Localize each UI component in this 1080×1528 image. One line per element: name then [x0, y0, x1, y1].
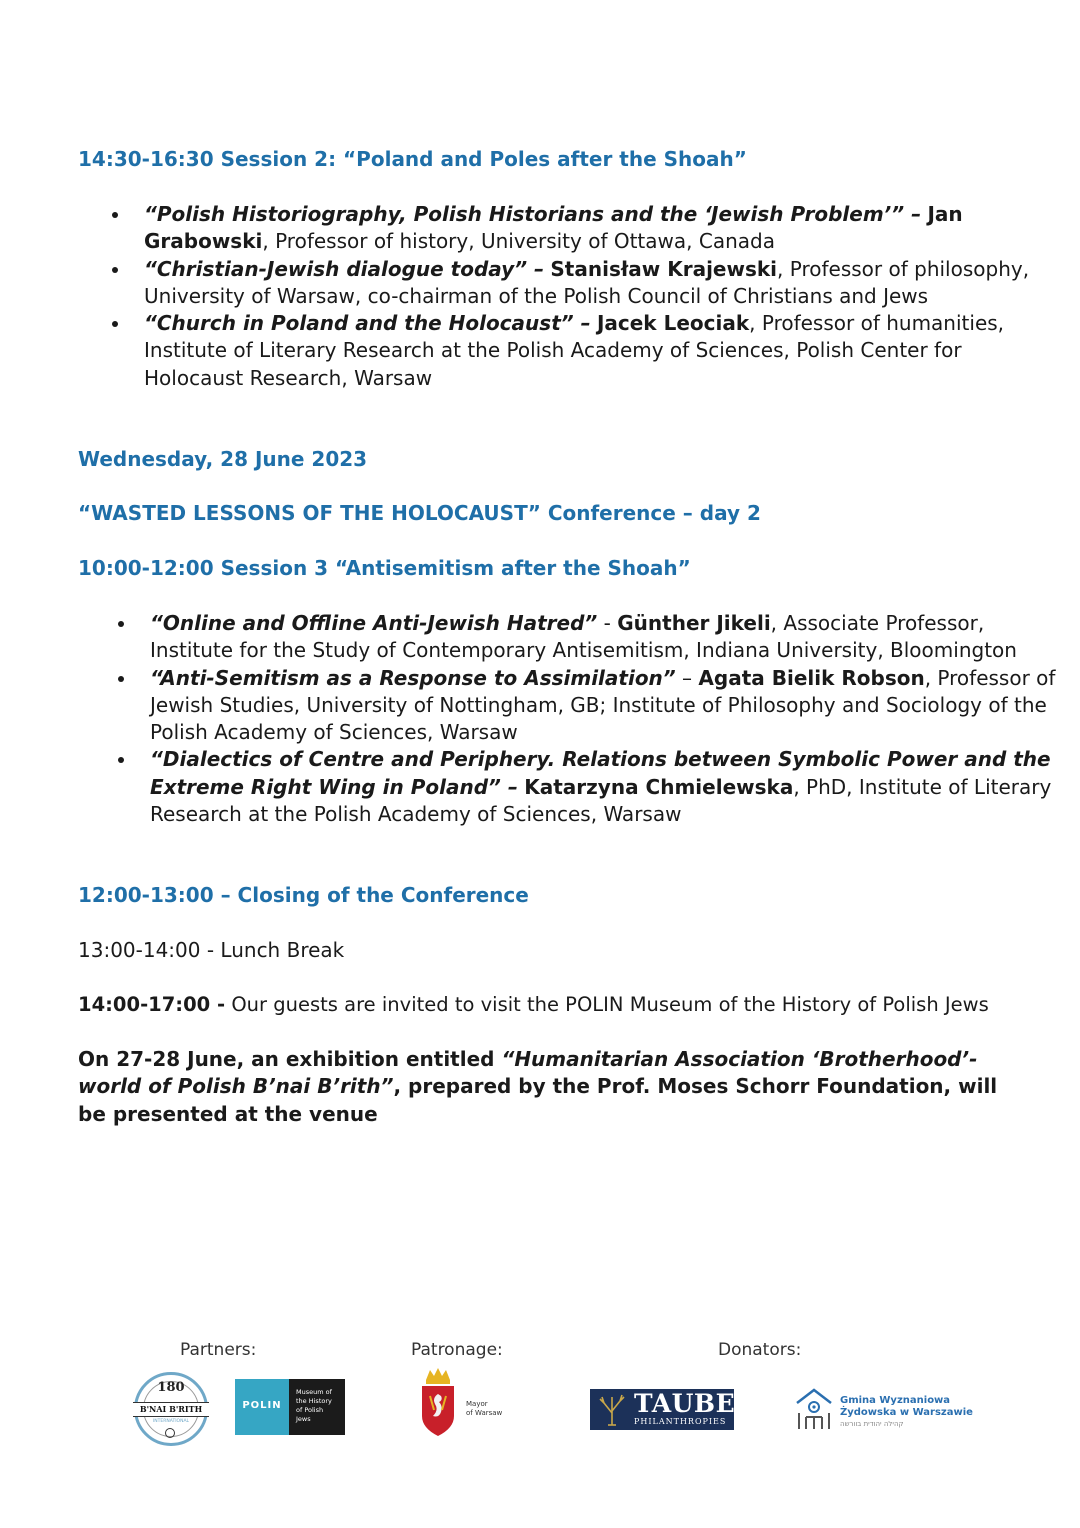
- speaker-name: Stanisław Krajewski: [550, 256, 778, 281]
- talk-title: “Christian-Jewish dialogue today” –: [144, 256, 545, 281]
- closing-heading: 12:00-13:00 – Closing of the Conference: [78, 883, 529, 907]
- speaker-name: Katarzyna Chmielewska: [524, 774, 794, 799]
- session-3-heading: 10:00-12:00 Session 3 “Antisemitism after the Shoah”: [78, 556, 691, 580]
- talk-title: “Online and Offline Anti-Jewish Hatred”: [150, 611, 598, 635]
- lunch-break: 13:00-14:00 - Lunch Break: [78, 938, 345, 962]
- speaker-affiliation: , Professor of Jewish Studies, University of Nottingham, GB; Institute of Philosophy and Sociology of the Polish Academy of Sciences, Warsaw: [150, 665, 1056, 745]
- bnai-brith-number: 180: [157, 1380, 185, 1395]
- tree-icon: [596, 1393, 628, 1426]
- exhibition-title: “Humanitarian Association ‘Brotherhood’- world of Polish B’nai B’rith”: [78, 1047, 978, 1099]
- bnai-brith-name: B'NAI B'RITH: [133, 1402, 209, 1417]
- polin-text-line: Jews: [296, 1415, 311, 1423]
- speaker-affiliation: , PhD, Institute of Literary Research at the Polish Academy of Sciences, Warsaw: [150, 774, 1052, 827]
- patronage-label: Patronage:: [411, 1340, 503, 1360]
- mayor-text-line: Mayor: [466, 1400, 488, 1408]
- warsaw-coat-of-arms-icon: [418, 1366, 458, 1438]
- gmina-line-3: קהילה יהודית בוורשה: [840, 1420, 904, 1428]
- day-2-date: Wednesday, 28 June 2023: [78, 447, 368, 471]
- taube-name: TAUBE: [634, 1389, 736, 1418]
- museum-visit-text: Our guests are invited to visit the POLIN Museum of the History of Polish Jews: [225, 993, 989, 1016]
- list-item: [150, 610, 1065, 665]
- speaker-name: Jacek Leociak: [596, 311, 750, 336]
- polin-mark: POLIN: [242, 1400, 282, 1411]
- donators-label: Donators:: [718, 1340, 802, 1360]
- exhibition-details: , prepared by the Prof. Moses Schorr Foundation, will be presented at the venue: [78, 1074, 998, 1126]
- separator: –: [675, 665, 699, 690]
- list-item: [144, 201, 1064, 256]
- list-item: [150, 665, 1065, 747]
- polin-text-line: Museum of: [296, 1388, 332, 1396]
- speaker-affiliation: , Associate Professor, Institute for the Study of Contemporary Antisemitism, Indiana University, Bloomington: [150, 611, 1017, 663]
- museum-visit: [78, 991, 989, 1018]
- exhibition-note: [78, 1046, 1008, 1128]
- session-2-heading: 14:30-16:30 Session 2: “Poland and Poles after the Shoah”: [78, 147, 747, 171]
- museum-visit-time: 14:00-17:00 -: [78, 993, 226, 1016]
- speaker-affiliation: , Professor of philosophy, University of Warsaw, co-chairman of the Polish Council of Christians and Jews: [144, 256, 1030, 308]
- gmina-line-2: Żydowska w Warszawie: [840, 1407, 973, 1418]
- bnai-brith-logo: [134, 1372, 208, 1446]
- list-item: [144, 310, 1064, 392]
- list-item: [150, 746, 1065, 828]
- bnai-brith-sub: INTERNATIONAL: [152, 1419, 190, 1424]
- gmina-logo: [794, 1387, 974, 1431]
- separator: -: [597, 611, 618, 635]
- speaker-name: Agata Bielik Robson: [698, 665, 925, 690]
- speaker-name: Jan Grabowski: [144, 202, 963, 254]
- taube-sub: PHILANTHROPIES: [634, 1417, 727, 1426]
- list-item: [144, 256, 1064, 311]
- partners-label: Partners:: [180, 1340, 257, 1360]
- speaker-affiliation: , Professor of history, University of Ottawa, Canada: [262, 229, 775, 254]
- polin-text-line: of Polish: [296, 1406, 324, 1414]
- mayor-of-warsaw-logo: [418, 1366, 518, 1438]
- talk-title: “Dialectics of Centre and Periphery. Relations between Symbolic Power and the Extreme Right Wing in Poland” –: [150, 747, 1051, 799]
- session-2-talk-list: [144, 201, 1064, 392]
- gmina-line-1: Gmina Wyznaniowa: [840, 1395, 951, 1406]
- session-3-talk-list: [150, 610, 1065, 828]
- talk-title: “Church in Poland and the Holocaust” –: [144, 311, 591, 336]
- exhibition-intro: On 27-28 June, an exhibition entitled: [78, 1047, 502, 1071]
- community-house-icon: [794, 1387, 834, 1431]
- mayor-text-line: of Warsaw: [466, 1409, 503, 1417]
- bnai-brith-emblem-icon: [165, 1428, 175, 1438]
- talk-title: “Polish Historiography, Polish Historians and the ‘Jewish Problem’” –: [144, 202, 922, 226]
- conference-day-2-title: “WASTED LESSONS OF THE HOLOCAUST” Conference – day 2: [78, 501, 761, 525]
- talk-title: “Anti-Semitism as a Response to Assimilation”: [150, 665, 676, 690]
- polin-logo: [235, 1379, 345, 1435]
- speaker-affiliation: , Professor of humanities, Institute of Literary Research at the Polish Academy of Sciences, Polish Center for Holocaust Research, Warsaw: [144, 311, 1005, 390]
- polin-text-line: the History: [296, 1397, 332, 1405]
- speaker-name: Günther Jikeli: [617, 611, 771, 635]
- taube-philanthropies-logo: [590, 1389, 734, 1430]
